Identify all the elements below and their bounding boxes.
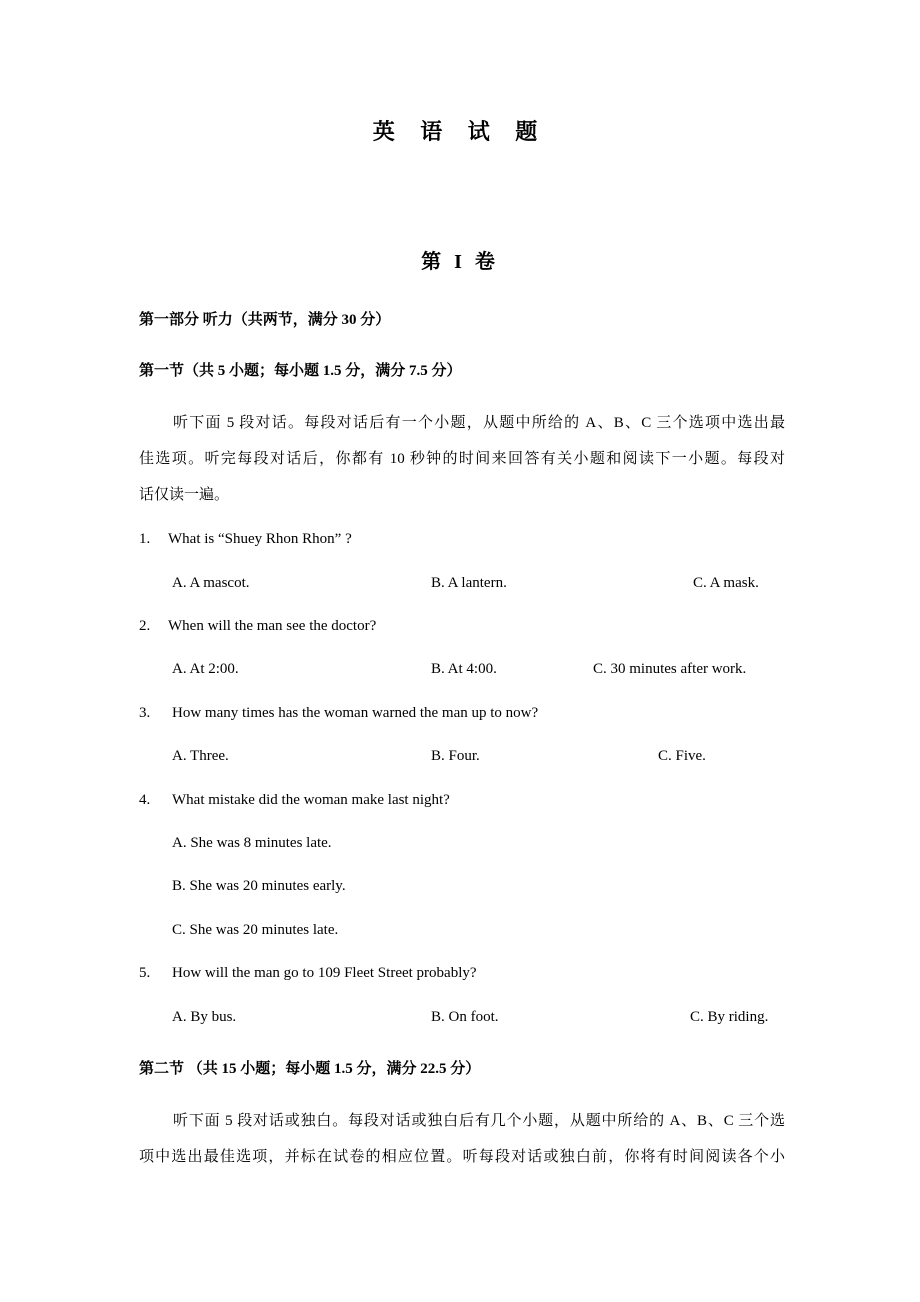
option-b: B. She was 20 minutes early. (172, 878, 346, 894)
exam-title: 英 语 试 题 (372, 119, 548, 144)
question-number: 4. (139, 792, 151, 808)
section1-instructions-line: 佳选项。听完每段对话后，你都有 10 秒钟的时间来回答有关小题和阅读下一小题。每段对 (139, 451, 785, 467)
section2-heading: 第二节 （共 15 小题；每小题 1.5 分，满分 22.5 分） (139, 1061, 481, 1077)
option-c: C. She was 20 minutes late. (172, 922, 339, 938)
option-a: A. A mascot. (172, 575, 250, 591)
question-number: 3. (139, 705, 151, 721)
question-text: When will the man see the doctor? (168, 618, 377, 634)
option-b: B. On foot. (431, 1009, 499, 1025)
question-text: How many times has the woman warned the man up to now? (172, 705, 539, 721)
option-c: C. Five. (658, 748, 706, 764)
question-text: What is “Shuey Rhon Rhon” ? (168, 531, 352, 547)
section2-instructions-line: 听下面 5 段对话或独白。每段对话或独白后有几个小题，从题中所给的 A、B、C 三个选 (173, 1113, 785, 1129)
option-a: A. She was 8 minutes late. (172, 835, 332, 851)
option-c: C. By riding. (690, 1009, 769, 1025)
question-number: 2. (139, 618, 151, 634)
section1-instructions-line: 听下面 5 段对话。每段对话后有一个小题，从题中所给的 A、B、C 三个选项中选出最 (173, 415, 785, 431)
option-c: C. 30 minutes after work. (593, 661, 747, 677)
section2-instructions-line: 项中选出最佳选项，并标在试卷的相应位置。听每段对话或独白前，你将有时间阅读各个小 (139, 1149, 785, 1165)
question-number: 5. (139, 965, 151, 981)
option-b: B. Four. (431, 748, 480, 764)
option-b: B. At 4:00. (431, 661, 497, 677)
question-number: 1. (139, 531, 151, 547)
question-text: How will the man go to 109 Fleet Street probably? (172, 965, 477, 981)
section1-heading: 第一节（共 5 小题；每小题 1.5 分，满分 7.5 分） (139, 363, 462, 379)
option-c: C. A mask. (693, 575, 759, 591)
section1-instructions-line: 话仅读一遍。 (139, 487, 230, 503)
volume-heading: 第 I 卷 (421, 251, 499, 273)
option-a: A. By bus. (172, 1009, 237, 1025)
part1-heading: 第一部分 听力（共两节，满分 30 分） (139, 312, 391, 328)
option-a: A. Three. (172, 748, 229, 764)
question-text: What mistake did the woman make last night? (172, 792, 450, 808)
option-a: A. At 2:00. (172, 661, 239, 677)
option-b: B. A lantern. (431, 575, 507, 591)
